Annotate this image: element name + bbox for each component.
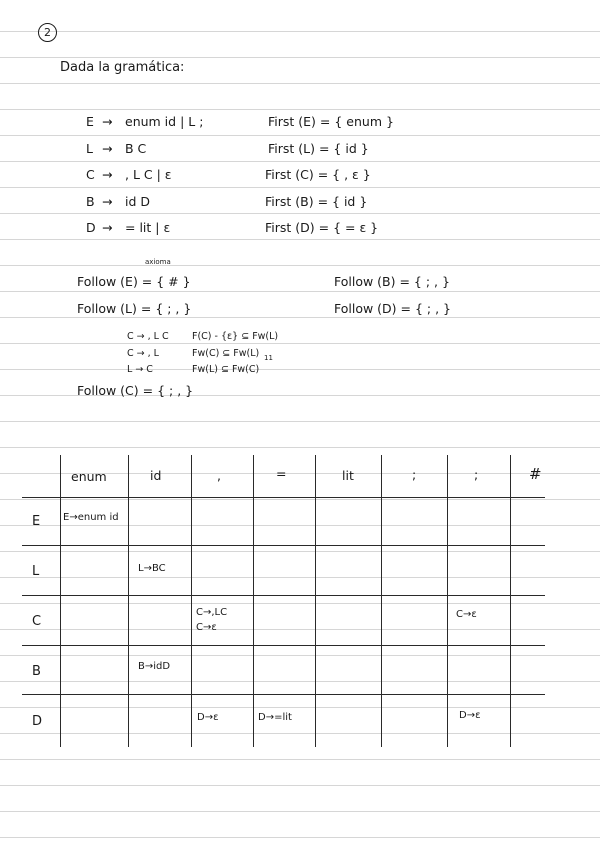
grammar-arrow: →: [102, 194, 113, 209]
grammar-rhs: id D: [125, 194, 151, 209]
grammar-lhs: L: [86, 141, 93, 156]
table-hline: [22, 645, 545, 646]
intro-text: Dada la gramática:: [60, 60, 185, 75]
table-cell: D→ε: [197, 712, 219, 723]
follow-set-e: Follow (E) = { # }: [77, 274, 191, 289]
table-cell: B→idD: [138, 661, 171, 672]
first-set: First (L) = { id }: [268, 141, 369, 156]
table-vline: [315, 455, 316, 747]
follow-set-c: Follow (C) = { ; , }: [77, 383, 194, 398]
follow-set-l: Follow (L) = { ; , }: [77, 301, 192, 316]
grammar-rhs: enum id | L ;: [125, 114, 204, 129]
table-cell: C→ε: [456, 609, 477, 620]
derivation-inclusion: F(C) - {ε} ⊆ Fw(L): [192, 331, 279, 342]
table-vline: [128, 455, 129, 747]
first-set: First (C) = { , ε }: [265, 167, 371, 182]
grammar-arrow: →: [102, 114, 113, 129]
grammar-lhs: D: [86, 220, 96, 235]
table-cell: D→ε: [459, 710, 481, 721]
table-header: enum: [71, 469, 107, 484]
problem-number: 2: [38, 23, 57, 42]
follow-set-d: Follow (D) = { ; , }: [334, 301, 451, 316]
derivation-rule: C → , L: [127, 348, 159, 359]
table-hline: [22, 595, 545, 596]
table-header: id: [150, 468, 162, 483]
table-cell: D→=lit: [258, 712, 292, 723]
table-hline: [22, 694, 545, 695]
derivation-rule: L → C: [127, 364, 153, 375]
derivation-inclusion: Fw(C) ⊆ Fw(L): [192, 348, 260, 359]
table-row-label: C: [32, 614, 42, 629]
grammar-rhs: B C: [125, 141, 147, 156]
grammar-arrow: →: [102, 167, 113, 182]
table-cell: C→,LC C→ε: [196, 607, 228, 633]
derivation-rule: C → , L C: [127, 331, 169, 342]
table-cell: E→enum id: [63, 512, 119, 523]
table-cell: L→BC: [138, 563, 166, 574]
follow-set-b: Follow (B) = { ; , }: [334, 274, 450, 289]
table-row-label: B: [32, 664, 41, 679]
grammar-lhs: B: [86, 194, 95, 209]
table-hline: [22, 545, 545, 546]
table-row-label: D: [32, 714, 43, 729]
grammar-lhs: C: [86, 167, 95, 182]
table-vline: [191, 455, 192, 747]
table-vline: [447, 455, 448, 747]
table-header: lit: [342, 468, 354, 483]
grammar-rhs: = lit | ε: [125, 220, 171, 235]
table-row-label: L: [32, 564, 40, 579]
table-row-label: E: [32, 514, 41, 529]
table-header: =: [276, 466, 287, 481]
first-set: First (B) = { id }: [265, 194, 368, 209]
derivation-inclusion: Fw(L) ⊆ Fw(C): [192, 364, 260, 375]
table-hline: [22, 497, 545, 498]
axiom-note: axioma: [145, 258, 171, 266]
first-set: First (D) = { = ε }: [265, 220, 379, 235]
table-vline: [60, 455, 61, 747]
first-set: First (E) = { enum }: [268, 114, 394, 129]
table-vline: [381, 455, 382, 747]
table-header: #: [529, 465, 542, 483]
grammar-lhs: E: [86, 114, 94, 129]
table-vline: [253, 455, 254, 747]
table-vline: [510, 455, 511, 747]
table-header: ,: [217, 468, 221, 483]
table-header: ;: [474, 467, 479, 482]
grammar-arrow: →: [102, 141, 113, 156]
table-header: ;: [412, 467, 417, 482]
grammar-rhs: , L C | ε: [125, 167, 172, 182]
grammar-arrow: →: [102, 220, 113, 235]
derivation-mark: 11: [264, 354, 273, 362]
